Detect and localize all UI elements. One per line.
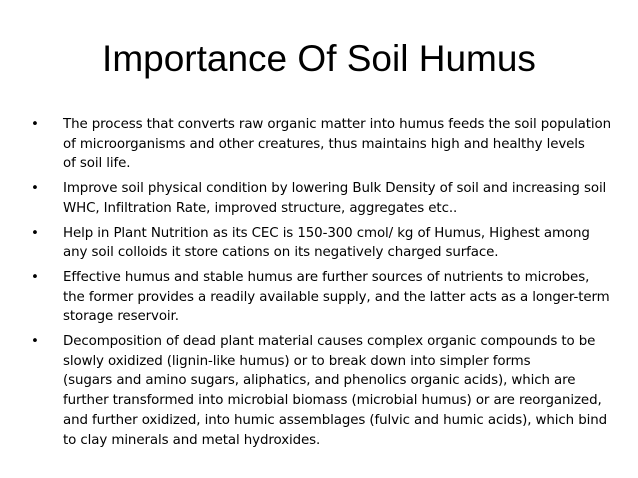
bullet-text-line: of soil life. bbox=[63, 156, 131, 172]
bullet-text-line: any soil colloids it store cations on its negatively charged surface. bbox=[63, 245, 499, 261]
bullet-text-line: further transformed into microbial biomass (microbial humus) or are reorganized, bbox=[63, 393, 602, 409]
bullet-icon: • bbox=[31, 117, 39, 132]
bullet-text-line: the former provides a readily available supply, and the latter acts as a longer-term bbox=[63, 289, 610, 305]
bullet-text-line: Improve soil physical condition by lowering Bulk Density of soil and increasing soil bbox=[63, 181, 607, 197]
bullet-icon: • bbox=[31, 269, 39, 285]
bullet-icon: • bbox=[31, 225, 39, 241]
bullet-text-line: Decomposition of dead plant material causes complex organic compounds to be bbox=[63, 334, 596, 350]
bullet-text-line: (sugars and amino sugars, aliphatics, and phenolics organic acids), which are bbox=[63, 373, 576, 389]
bullet-icon: • bbox=[31, 334, 39, 350]
bullet-text-line: to clay minerals and metal hydroxides. bbox=[63, 432, 321, 448]
bullet-text-line: WHC, Infiltration Rate, improved structure, aggregates etc.. bbox=[63, 200, 458, 216]
bullet-item bbox=[30, 332, 615, 450]
bullet-item bbox=[30, 268, 615, 327]
bullet-item bbox=[30, 115, 615, 174]
bullet-text-line: Effective humus and stable humus are further sources of nutrients to microbes, bbox=[63, 269, 590, 285]
bullet-text-line: The process that converts raw organic matter into humus feeds the soil population bbox=[63, 117, 612, 132]
bullet-list bbox=[30, 115, 615, 455]
bullet-text-line: slowly oxidized (lignin-like humus) or to break down into simpler forms bbox=[63, 353, 531, 369]
slide-title: Importance Of Soil Humus bbox=[102, 38, 536, 79]
bullet-text-line: Help in Plant Nutrition as its CEC is 150-300 cmol/ kg of Humus, Highest among bbox=[63, 225, 590, 241]
bullet-text-line: of microorganisms and other creatures, thus maintains high and healthy levels bbox=[63, 136, 585, 152]
bullet-text-line: and further oxidized, into humic assemblages (fulvic and humic acids), which bind bbox=[63, 412, 608, 428]
bullet-text-line: storage reservoir. bbox=[63, 309, 179, 325]
bullet-icon: • bbox=[31, 181, 39, 197]
bullet-item bbox=[30, 179, 615, 218]
bullet-item bbox=[30, 224, 615, 263]
